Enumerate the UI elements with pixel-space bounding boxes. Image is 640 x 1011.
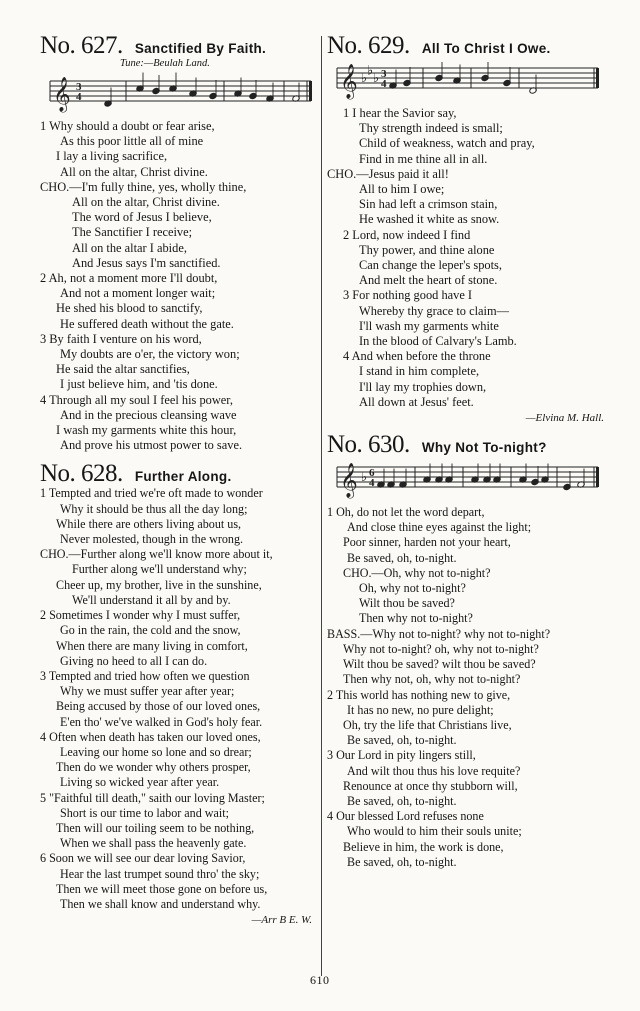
time-signature-bottom: 4: [369, 477, 375, 490]
lyric-line: 1 Oh, do not let the word depart,: [327, 505, 485, 520]
lyric-line: And in the precious cleansing wave: [60, 407, 237, 422]
lyric-line: Renounce at once thy stubborn will,: [343, 778, 518, 793]
lyric-line: 4 Through all my soul I feel his power,: [40, 392, 234, 407]
lyric-line: Go in the rain, the cold and the snow,: [60, 623, 241, 638]
lyric-line: Be saved, oh, to-night.: [347, 550, 457, 565]
lyric-line: The Sanctifier I receive;: [72, 225, 193, 240]
lyric-line: Cheer up, my brother, live in the sunshine,: [56, 577, 262, 592]
lyric-line: And wilt thou thus his love requite?: [347, 763, 521, 778]
lyric-line: Be saved, oh, to-night.: [347, 793, 457, 808]
time-signature-bottom: 4: [381, 78, 387, 90]
lyric-line: In the blood of Calvary's Lamb.: [359, 334, 517, 349]
lyric-line: It has no new, no pure delight;: [347, 702, 494, 717]
lyric-line: Short is our time to labor and wait;: [60, 805, 229, 820]
lyric-line: 3 For nothing good have I: [343, 288, 473, 303]
hymn-header: [40, 460, 318, 486]
hymn-lyrics: [40, 486, 318, 912]
flat-icon: ♭: [361, 71, 368, 86]
lyric-line: 4 And when before the throne: [343, 349, 491, 364]
hymn-number: No. 627.: [40, 32, 123, 59]
hymn-header: [40, 32, 318, 58]
hymn-title: Sanctified By Faith.: [134, 41, 267, 56]
lyric-line: And melt the heart of stone.: [359, 273, 498, 288]
arranger-credit: —Arr B E. W.: [251, 914, 312, 927]
flat-icon: ♭: [373, 71, 380, 86]
lyric-line: All on the altar, Christ divine.: [60, 164, 208, 179]
author-credit: —Elvina M. Hall.: [525, 412, 604, 425]
hymn-lyrics: [40, 119, 318, 453]
lyric-line: 4 Our blessed Lord refuses none: [327, 809, 484, 824]
time-signature-top: 3: [76, 81, 82, 93]
hymn-628: [40, 460, 318, 926]
lyric-line: Oh, try the life that Christians live,: [343, 717, 512, 732]
lyric-line: 4 Often when death has taken our loved ones,: [40, 729, 261, 744]
lyric-line: 2 Lord, now indeed I find: [343, 227, 471, 242]
lyric-line: Find in me thine all in all.: [359, 151, 488, 166]
lyric-line: Giving no heed to all I can do.: [60, 653, 208, 668]
lyric-line: I stand in him complete,: [359, 364, 480, 379]
lyric-line: Be saved, oh, to-night.: [347, 854, 457, 869]
lyric-line: Thy strength indeed is small;: [359, 121, 503, 136]
hymn-title: All To Christ I Owe.: [421, 41, 551, 56]
lyric-line: While there are others living about us,: [56, 516, 242, 531]
right-column: [327, 32, 610, 870]
hymn-header: [327, 32, 610, 58]
lyric-line: 1 Tempted and tried we're oft made to wonder: [40, 486, 263, 501]
lyric-line: Wilt thou be saved?: [359, 596, 455, 611]
hymn-629: [327, 32, 610, 424]
time-signature-top: 6: [369, 467, 375, 480]
treble-clef-icon: 𝄞: [53, 77, 71, 112]
lyric-line: I wash my garments white this hour,: [56, 423, 237, 438]
treble-clef-icon: 𝄞: [340, 463, 358, 499]
lyric-line: Then why not to-night?: [359, 611, 473, 626]
lyric-line: And close thine eyes against the light;: [347, 520, 532, 535]
lyric-line: I just believe him, and 'tis done.: [60, 377, 218, 392]
lyric-line: Hear the last trumpet sound thro' the sky;: [60, 866, 260, 881]
lyric-line: 2 Sometimes I wonder why I must suffer,: [40, 608, 241, 623]
time-signature-top: 3: [381, 68, 387, 80]
lyric-line: Living so wicked year after year.: [60, 775, 220, 790]
lyric-line: All on the altar I abide,: [72, 240, 187, 255]
tune-name: Tune:—Beulah Land.: [120, 58, 210, 69]
lyric-line: Child of weakness, watch and pray,: [359, 136, 535, 151]
flat-icon: ♭: [361, 470, 368, 486]
lyric-line: As this poor little all of mine: [60, 134, 204, 149]
lyric-line: We'll understand it all by and by.: [72, 592, 231, 607]
lyric-line: My doubts are o'er, the victory won;: [60, 347, 240, 362]
lyric-line: And Jesus says I'm sanctified.: [72, 255, 221, 270]
lyric-line: 3 Tempted and tried how often we question: [40, 668, 250, 683]
lyric-line: 1 I hear the Savior say,: [343, 106, 457, 120]
lyric-line: Can change the leper's spots,: [359, 258, 502, 273]
lyric-line: Whereby thy grace to claim—: [359, 303, 510, 318]
lyric-line: Believe in him, the work is done,: [343, 839, 504, 854]
lyric-line: CHO.—I'm fully thine, yes, wholly thine,: [40, 179, 247, 194]
column-divider: [321, 36, 322, 976]
hymn-number: No. 629.: [327, 32, 410, 59]
lyric-line: Be saved, oh, to-night.: [347, 733, 457, 748]
lyric-line: He said the altar sanctifies,: [56, 362, 190, 377]
left-column: [40, 32, 318, 926]
lyric-line: Why we must suffer year after year;: [60, 684, 235, 699]
lyric-line: He suffered death without the gate.: [60, 316, 234, 331]
lyric-line: All on the altar, Christ divine.: [72, 195, 220, 210]
lyric-line: I'll lay my trophies down,: [359, 379, 487, 394]
lyric-line: He shed his blood to sanctify,: [56, 301, 203, 316]
hymn-number: No. 628.: [40, 460, 123, 488]
lyric-line: When there are many living in comfort,: [56, 638, 248, 653]
hymn-title: Why Not To-night?: [421, 440, 547, 456]
lyric-line: Then why not, oh, why not to-night?: [343, 672, 521, 687]
time-signature-bottom: 4: [76, 91, 82, 103]
lyric-line: And not a moment longer wait;: [60, 286, 216, 301]
page-number: 610: [310, 973, 330, 987]
hymn-number: No. 630.: [327, 431, 410, 459]
lyric-line: 3 Our Lord in pity lingers still,: [327, 748, 476, 763]
lyric-line: Then we shall know and understand why.: [60, 896, 261, 911]
lyric-line: And prove his utmost power to save.: [60, 438, 243, 453]
lyric-line: Who would to him their souls unite;: [347, 824, 522, 839]
lyric-line: Being accused by those of our loved ones,: [56, 699, 261, 714]
music-staff: [48, 71, 313, 115]
lyric-line: Sin had left a crimson stain,: [359, 197, 498, 212]
lyric-line: I'll wash my garments white: [359, 318, 499, 333]
lyric-line: Further along we'll understand why;: [72, 562, 247, 577]
lyric-line: All to him I owe;: [359, 182, 445, 197]
lyric-line: Oh, why not to-night?: [359, 581, 466, 596]
lyric-line: He washed it white as snow.: [359, 212, 500, 227]
lyric-line: Why not to-night? oh, why not to-night?: [343, 641, 539, 656]
lyric-line: Then will our toiling seem to be nothing,: [56, 820, 255, 835]
lyric-line: All down at Jesus' feet.: [359, 394, 474, 409]
lyric-line: I lay a living sacrifice,: [56, 149, 168, 164]
lyric-line: Never molested, though in the wrong.: [60, 532, 244, 547]
hymn-header: [327, 431, 610, 457]
lyric-line: 6 Soon we will see our dear loving Savior,: [40, 851, 246, 866]
lyric-line: 1 Why should a doubt or fear arise,: [40, 119, 215, 133]
treble-clef-icon: 𝄞: [340, 64, 358, 99]
music-staff: [335, 58, 600, 102]
lyric-line: Wilt thou be saved? wilt thou be saved?: [343, 657, 536, 672]
lyric-line: CHO.—Jesus paid it all!: [327, 166, 449, 181]
lyric-line: The word of Jesus I believe,: [72, 210, 212, 225]
lyric-line: CHO.—Oh, why not to-night?: [343, 565, 491, 580]
music-staff: [335, 457, 600, 501]
lyric-line: Then we will meet those gone on before us,: [56, 881, 268, 896]
lyric-line: CHO.—Further along we'll know more about it,: [40, 547, 273, 562]
lyric-line: 2 Ah, not a moment more I'll doubt,: [40, 271, 218, 286]
lyric-line: 2 This world has nothing new to give,: [327, 687, 511, 702]
lyric-line: Then do we wonder why others prosper,: [56, 760, 251, 775]
lyric-line: Why it should be thus all the day long;: [60, 501, 248, 516]
hymn-627: [40, 32, 318, 453]
lyric-line: 5 "Faithful till death," saith our loving Master;: [40, 790, 265, 805]
hymn-lyrics: [327, 505, 610, 870]
hymn-630: [327, 431, 610, 870]
flat-icon: ♭: [367, 63, 374, 79]
lyric-line: When we shall pass the heavenly gate.: [60, 836, 247, 851]
hymn-lyrics: [327, 106, 610, 410]
lyric-line: Thy power, and thine alone: [359, 242, 495, 257]
lyric-line: 3 By faith I venture on his word,: [40, 331, 202, 346]
lyric-line: E'en tho' we've walked in God's holy fear.: [60, 714, 263, 729]
lyric-line: Poor sinner, harden not your heart,: [343, 535, 511, 550]
hymn-title: Further Along.: [134, 469, 232, 485]
lyric-line: Leaving our home so lone and so drear;: [60, 744, 252, 759]
lyric-line: BASS.—Why not to-night? why not to-night?: [327, 626, 551, 641]
